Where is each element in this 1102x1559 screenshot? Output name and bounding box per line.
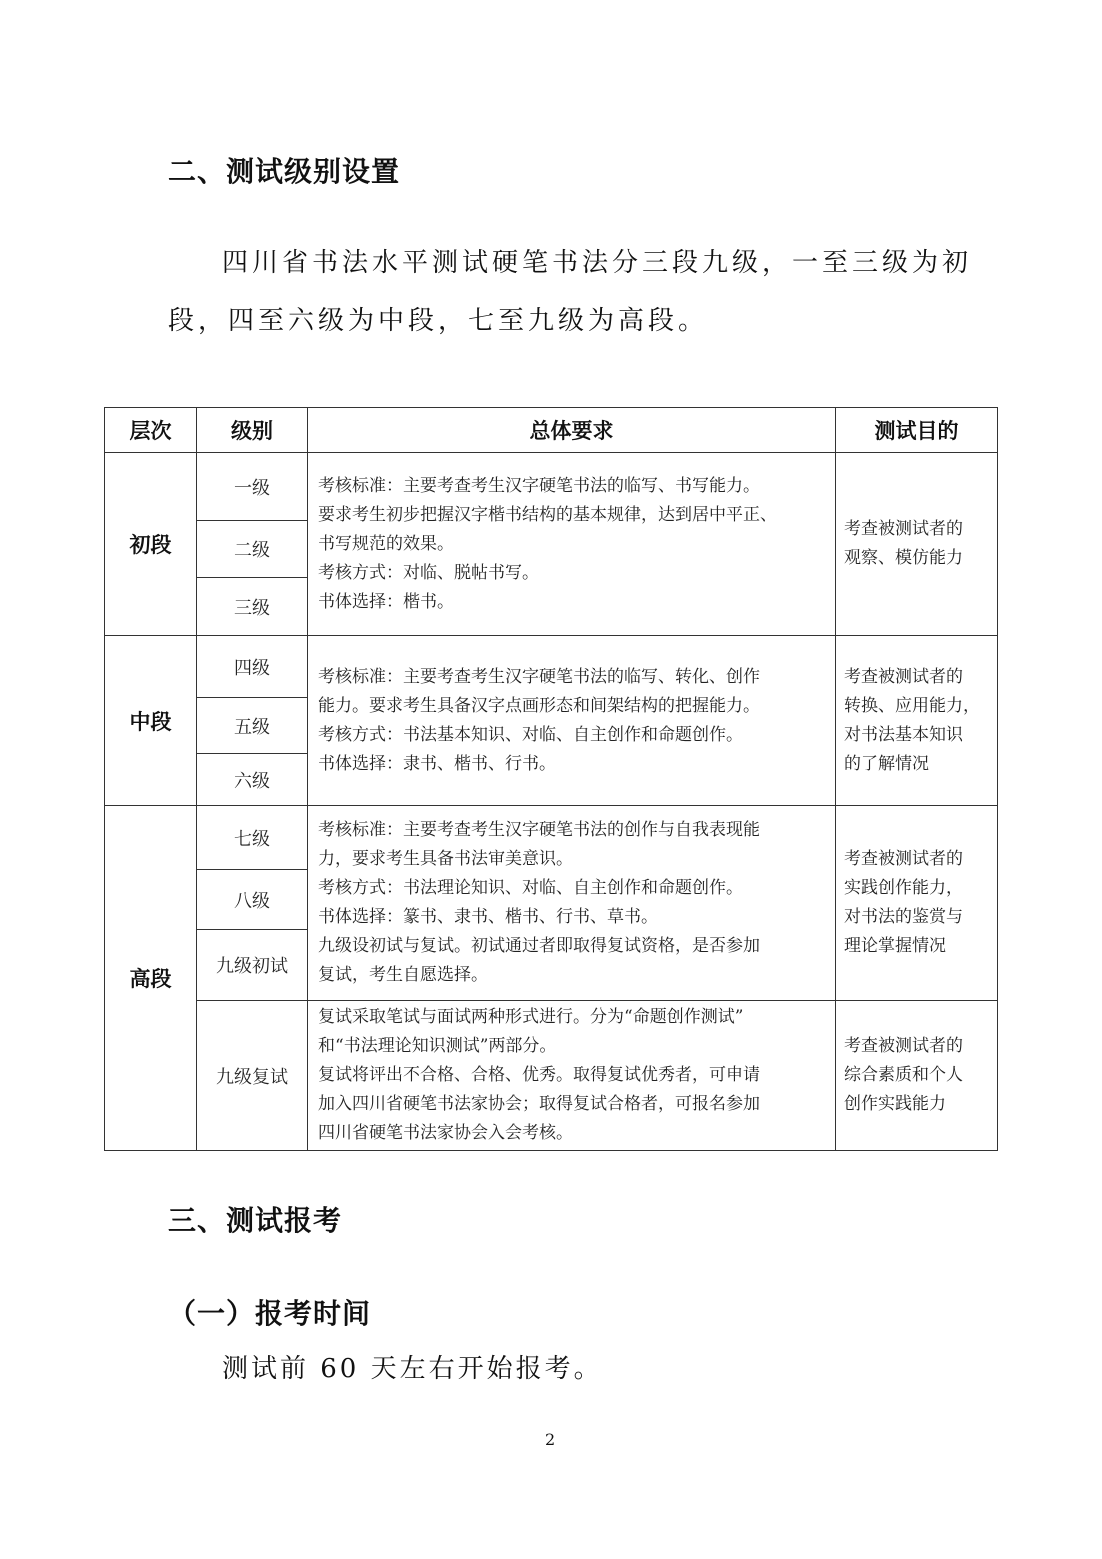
section-heading-registration: 三、测试报考 [168, 1204, 343, 1237]
table-row [105, 453, 998, 521]
registration-time-paragraph: 测试前 60 天左右开始报考。 [222, 1354, 603, 1384]
goal-line: 转换、应用能力， [844, 695, 980, 716]
goal-line: 考查被测试者的 [844, 519, 963, 539]
goal-advanced [836, 806, 998, 1001]
level-table [104, 407, 998, 1151]
page-number: 2 [545, 1430, 556, 1449]
requirement-line: 考核标准：主要考查考生汉字硬笔书法的临写、书写能力。 [318, 475, 760, 496]
goal-line: 创作实践能力 [844, 1094, 946, 1114]
intro-paragraph-line-1: 四川省书法水平测试硬笔书法分三段九级，一至三级为初 [222, 248, 973, 278]
header-level: 级别 [197, 408, 308, 453]
table-row [105, 806, 998, 870]
requirement-line: 复试，考生自愿选择。 [318, 965, 488, 985]
requirement-line: 和“书法理论知识测试”两部分。 [318, 1036, 557, 1056]
table-row [105, 1001, 998, 1151]
goal-line: 对书法基本知识 [844, 724, 963, 745]
level-cell: 二级 [197, 521, 308, 578]
header-goal: 测试目的 [836, 408, 998, 453]
goal-line: 综合素质和个人 [844, 1065, 963, 1085]
goal-line: 的了解情况 [844, 753, 929, 774]
requirements-intermediate [308, 636, 836, 806]
tier-advanced: 高段 [105, 806, 197, 1151]
requirement-line: 书写规范的效果。 [318, 533, 454, 554]
requirement-line: 书体选择：篆书、隶书、楷书、行书、草书。 [318, 907, 658, 927]
level-cell: 四级 [197, 636, 308, 698]
level-cell: 五级 [197, 698, 308, 754]
goal-line: 考查被测试者的 [844, 666, 963, 687]
requirement-line: 四川省硬笔书法家协会入会考核。 [318, 1123, 573, 1143]
tier-intermediate: 中段 [105, 636, 197, 806]
goal-beginner [836, 453, 998, 636]
requirements-advanced [308, 806, 836, 1001]
requirement-line: 复试采取笔试与面试两种形式进行。分为“命题创作测试” [318, 1007, 744, 1027]
level-cell-retest: 九级复试 [197, 1001, 308, 1151]
table-row [105, 636, 998, 698]
requirement-line: 考核方式：书法基本知识、对临、自主创作和命题创作。 [318, 724, 743, 745]
goal-intermediate [836, 636, 998, 806]
goal-line: 对书法的鉴赏与 [844, 907, 963, 927]
level-cell: 六级 [197, 754, 308, 806]
requirement-line: 加入四川省硬笔书法家协会；取得复试合格者，可报名参加 [318, 1094, 760, 1114]
requirement-line: 书体选择：楷书。 [318, 591, 454, 612]
table-header-row [105, 408, 998, 453]
goal-line: 观察、模仿能力 [844, 548, 963, 568]
goal-retest [836, 1001, 998, 1151]
requirement-line: 书体选择：隶书、楷书、行书。 [318, 753, 556, 774]
requirement-line: 考核方式：对临、脱帖书写。 [318, 562, 539, 583]
goal-line: 考查被测试者的 [844, 1036, 963, 1056]
tier-beginner: 初段 [105, 453, 197, 636]
requirement-line: 要求考生初步把握汉字楷书结构的基本规律，达到居中平正、 [318, 504, 777, 525]
level-cell: 七级 [197, 806, 308, 870]
requirement-line: 力，要求考生具备书法审美意识。 [318, 849, 573, 869]
level-cell: 九级初试 [197, 930, 308, 1001]
intro-paragraph-line-2: 段，四至六级为中段，七至九级为高段。 [168, 306, 709, 336]
goal-line: 考查被测试者的 [844, 849, 963, 869]
requirements-beginner [308, 453, 836, 636]
subheading-registration-time: （一）报考时间 [168, 1297, 372, 1330]
section-heading-level-settings: 二、测试级别设置 [168, 155, 401, 188]
header-tier: 层次 [105, 408, 197, 453]
goal-line: 实践创作能力， [844, 878, 963, 898]
level-cell: 一级 [197, 453, 308, 521]
requirement-line: 能力。要求考生具备汉字点画形态和间架结构的把握能力。 [318, 695, 760, 716]
requirements-retest [308, 1001, 836, 1151]
requirement-line: 复试将评出不合格、合格、优秀。取得复试优秀者，可申请 [318, 1065, 760, 1085]
level-cell: 八级 [197, 870, 308, 930]
goal-line: 理论掌握情况 [844, 936, 946, 956]
header-requirements: 总体要求 [308, 408, 836, 453]
requirement-line: 考核标准：主要考查考生汉字硬笔书法的临写、转化、创作 [318, 666, 760, 687]
requirement-line: 考核方式：书法理论知识、对临、自主创作和命题创作。 [318, 878, 743, 898]
requirement-line: 九级设初试与复试。初试通过者即取得复试资格，是否参加 [318, 936, 760, 956]
requirement-line: 考核标准：主要考查考生汉字硬笔书法的创作与自我表现能 [318, 820, 760, 840]
level-cell: 三级 [197, 578, 308, 636]
